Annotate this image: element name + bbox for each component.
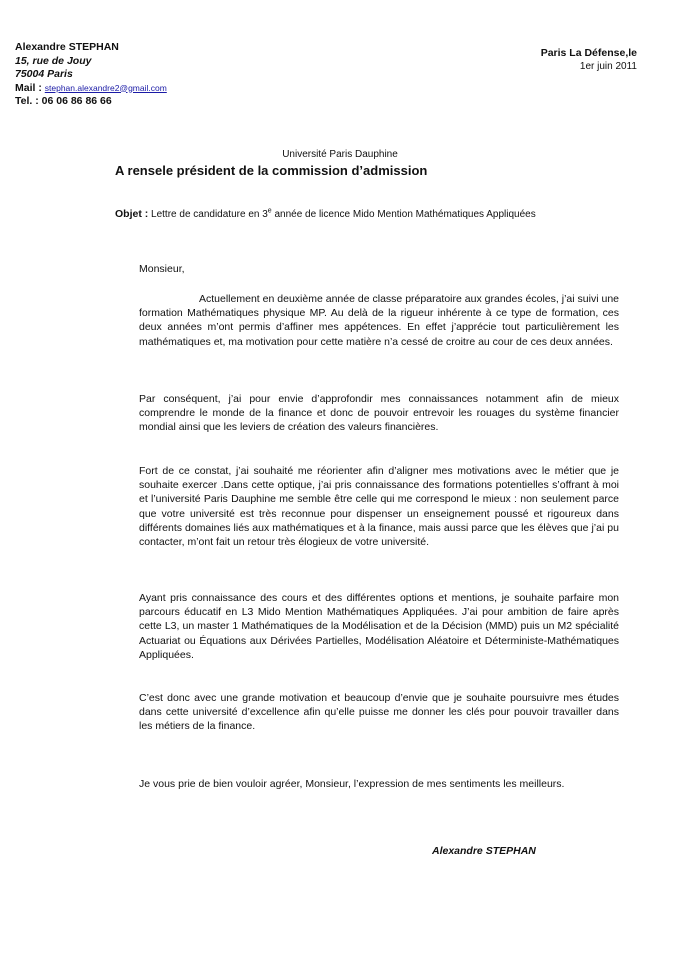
place: Paris La Défense,le: [540, 47, 637, 59]
recipient-university: Université Paris Dauphine: [282, 149, 398, 160]
subject-superscript: e: [267, 207, 272, 215]
subject-text-before: Lettre de candidature en 3: [148, 209, 268, 220]
recipient-title: A rensele président de la commission d’admission: [115, 163, 428, 178]
place-date-block: [541, 46, 637, 74]
sender-street: 15, rue de Jouy: [15, 54, 92, 67]
paragraph-4: Ayant pris connaissance des cours et des différentes options et mentions, je souhaite parfaire mon parcours éducatif en L3 Mido Mention Mathématiques Appliquées. J’ai pour ambition de faire après cette L3, un master 1 Mathématiques de la Modélisation et de la Décision (MMD) puis un M2 spécialité Actuariat ou Équations aux Dérivées Partielles, Modélisation Aléatoire et Déterministe-Mathématiques Appliquées.: [139, 592, 619, 661]
sender-tel-row: [15, 95, 167, 109]
email-link[interactable]: stephan.alexandre2@gmail.com: [44, 82, 167, 93]
subject-text-after: année de licence Mido Mention Mathématiques Appliquées: [271, 209, 536, 220]
subject-line: [115, 208, 536, 220]
paragraph-2: Par conséquent, j’ai pour envie d’approfondir mes connaissances notamment afin de mieux comprendre le monde de la finance et donc de pouvoir entrevoir les rouages du système financier mondial ainsi que les leviers de création des valeurs financières.: [139, 393, 619, 434]
paragraph-1-text: Actuellement en deuxième année de classe préparatoire aux grandes écoles, j’ai suivi une formation Mathématiques physique MP. Au delà de la rigueur inhérente à ce type de formation, ces deux années m’ont permis d’affiner mes appétences. En effet j’apprécie tout particulièrement les mathématiques et, ma motivation pour cette matière n’a cessé de croitre au cour de ces deux années.: [139, 293, 619, 348]
closing-formula: Je vous prie de bien vouloir agréer, Monsieur, l’expression de mes sentiments les meilleurs.: [139, 778, 565, 790]
salutation: Monsieur,: [139, 263, 185, 275]
paragraph-1: [139, 292, 619, 349]
paragraph-3: Fort de ce constat, j’ai souhaité me réorienter afin d’aligner mes motivations avec le métier que je souhaite exercer .Dans cette optique, j’ai pris connaissance des formations potentielles s’offrant à moi et l’université Paris Dauphine me semble être celle qui me correspond le mieux : non seulement parce que votre université est très reconnue pour dispenser un enseignement poussé et rigoureux dans différents domaines liés aux mathématiques et à la finance, mais aussi parce que les élèves que j’ai pu contacter, m’ont fait un retour très élogieux de votre université.: [139, 465, 619, 549]
mail-label: Mail :: [15, 81, 42, 94]
tel-label: Tel.: [15, 95, 33, 107]
sender-mail-row: [15, 82, 167, 96]
sender-name: Alexandre STEPHAN: [15, 41, 119, 53]
sender-city: 75004 Paris: [15, 68, 73, 80]
signature: Alexandre STEPHAN: [432, 845, 536, 857]
sender-block: [15, 41, 167, 109]
tel-value: : 06 06 86 86 66: [35, 95, 112, 107]
paragraph-5: C’est donc avec une grande motivation et beaucoup d’envie que je souhaite poursuivre mes études dans cette université d’excellence afin qu’elle puisse me donner les clés pour pouvoir travailler dans les métiers de la finance.: [139, 692, 619, 733]
date: 1er juin 2011: [579, 61, 637, 72]
subject-label: Objet :: [115, 208, 149, 220]
